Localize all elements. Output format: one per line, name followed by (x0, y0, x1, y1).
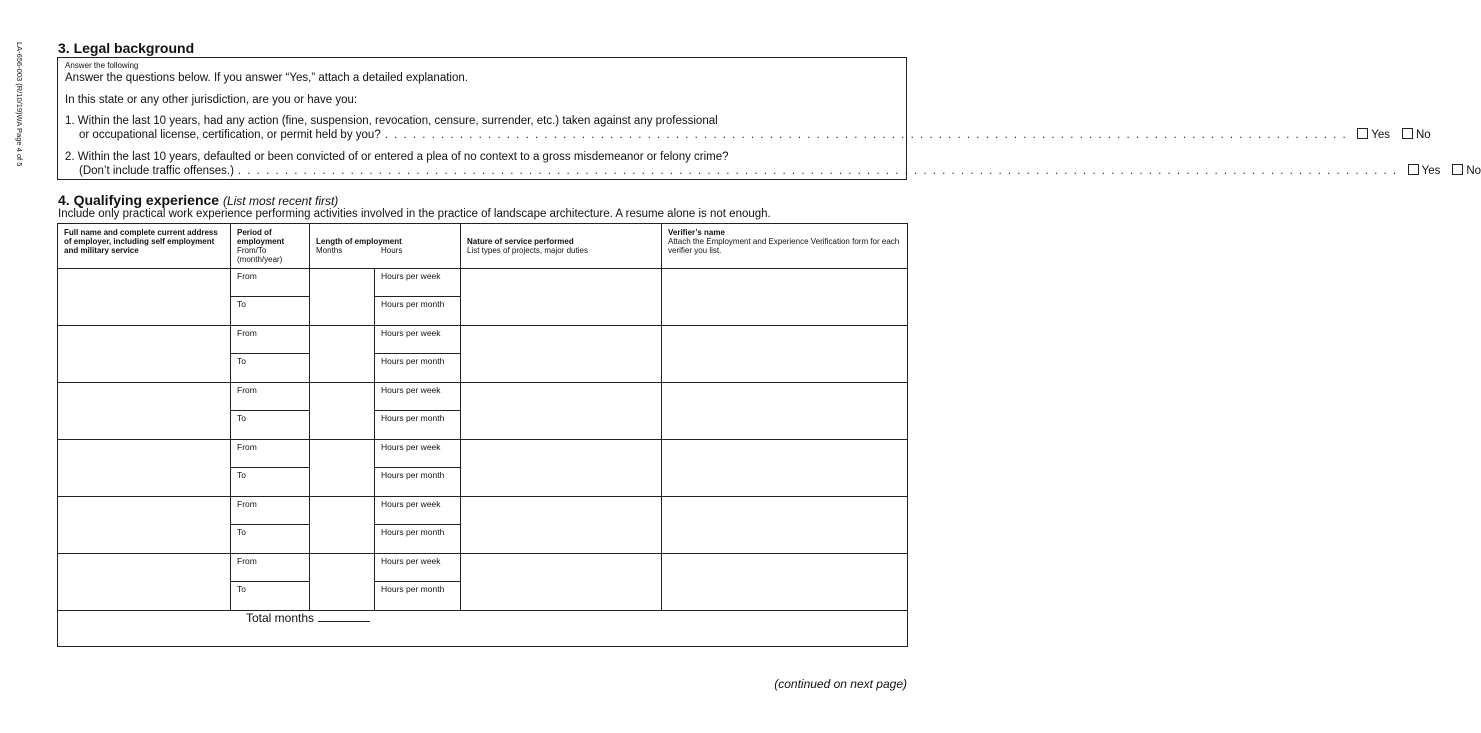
header-employer: Full name and complete current address of employer, including self employment and military service (58, 224, 231, 269)
form-code (14, 42, 26, 182)
section4-title: 4. Qualifying experience (58, 192, 220, 208)
verifier-cell[interactable] (662, 440, 908, 497)
period-cell[interactable] (231, 440, 310, 497)
months-cell[interactable] (310, 383, 375, 440)
prompt: In this state or any other jurisdiction, are you or have you: (65, 94, 358, 106)
question-2-yes-checkbox[interactable] (1408, 164, 1419, 175)
experience-table (57, 223, 908, 647)
table-row (58, 440, 908, 497)
verifier-cell[interactable] (662, 269, 908, 326)
from-field[interactable]: From (231, 269, 309, 297)
employer-cell[interactable] (58, 497, 231, 554)
from-field[interactable]: From (231, 440, 309, 468)
hours-cell[interactable] (375, 554, 461, 611)
table-row (58, 383, 908, 440)
section4-heading (58, 192, 338, 208)
table-row (58, 497, 908, 554)
months-cell[interactable] (310, 554, 375, 611)
period-cell[interactable] (231, 326, 310, 383)
hours-week-field[interactable]: Hours per week (375, 554, 460, 582)
table-row (58, 554, 908, 611)
question-1-yes-label: Yes (1371, 129, 1390, 141)
question-2-no-label: No (1466, 165, 1481, 177)
header-nature: Nature of service performed List types of projects, major duties (461, 224, 662, 269)
legal-background-box (57, 57, 1481, 180)
months-cell[interactable] (310, 326, 375, 383)
section3-title: 3. Legal background (58, 40, 195, 56)
verifier-cell[interactable] (662, 497, 908, 554)
hours-cell[interactable] (375, 269, 461, 326)
total-row (58, 611, 908, 647)
period-cell[interactable] (231, 554, 310, 611)
verifier-cell[interactable] (662, 326, 908, 383)
nature-cell[interactable] (461, 497, 662, 554)
hours-week-field[interactable]: Hours per week (375, 440, 460, 468)
nature-cell[interactable] (461, 440, 662, 497)
question-2-line2: (Don’t include traffic offenses.) (79, 164, 234, 177)
employer-cell[interactable] (58, 440, 231, 497)
question-1-yes-checkbox[interactable] (1357, 128, 1368, 139)
months-cell[interactable] (310, 269, 375, 326)
hours-week-field[interactable]: Hours per week (375, 383, 460, 411)
question-2-no-checkbox[interactable] (1452, 164, 1463, 175)
hours-week-field[interactable]: Hours per week (375, 269, 460, 297)
header-months: Months (316, 246, 343, 255)
employer-cell[interactable] (58, 554, 231, 611)
hours-month-field[interactable]: Hours per month (381, 356, 445, 366)
hours-month-field[interactable]: Hours per month (381, 299, 445, 309)
employer-cell[interactable] (58, 326, 231, 383)
hours-month-field[interactable]: Hours per month (381, 584, 445, 594)
form-code-text: LA-656-003 (R/10/19)WA Page 4 of 5 (15, 42, 24, 167)
section4-subtitle: (List most recent first) (222, 194, 339, 208)
to-field[interactable]: To (237, 470, 246, 480)
hours-month-field[interactable]: Hours per month (381, 527, 445, 537)
question-1-line2: or occupational license, certification, or permit held by you? (79, 128, 381, 141)
answer-label: Answer the following (65, 61, 139, 70)
total-months-field[interactable] (318, 621, 370, 622)
hours-cell[interactable] (375, 326, 461, 383)
question-1-no-label: No (1415, 129, 1431, 141)
months-cell[interactable] (310, 440, 375, 497)
header-hours: Hours (381, 246, 403, 255)
nature-cell[interactable] (461, 326, 662, 383)
hours-cell[interactable] (375, 383, 461, 440)
table-row (58, 269, 908, 326)
hours-month-field[interactable]: Hours per month (381, 470, 445, 480)
nature-cell[interactable] (461, 554, 662, 611)
period-cell[interactable] (231, 269, 310, 326)
period-cell[interactable] (231, 383, 310, 440)
section4-intro: Include only practical work experience performing activities involved in the practice of landscape architecture. A resume alone is not enough. (58, 208, 771, 220)
months-cell[interactable] (310, 497, 375, 554)
header-length: Length of employment Months Hours (310, 224, 461, 269)
table-header-row (58, 224, 908, 269)
leader-dots: . . . . . . . . . . . . . . . . . . . . . . . . . . . . . . . . . . . . . . . . . . . . . . . . . . . . . . . . . . . . . . . . . . . . . . . . . . . . . . . . . . . . . . . . . . . . . . . . . . . . . . . . . . . . . . . . . . . . . . . . . . . . (237, 164, 1398, 177)
to-field[interactable]: To (237, 527, 246, 537)
leader-dots: . . . . . . . . . . . . . . . . . . . . . . . . . . . . . . . . . . . . . . . . . . . . . . . . . . . . . . . . . . . . . . . . . . . . . . . . . . . . . . . . . . . . . . . . . . . . . . . . . . . . . . . (384, 128, 1348, 141)
question-1-line1: 1. Within the last 10 years, had any action (fine, suspension, revocation, censure, surrender, etc.) taken against any professional (65, 115, 718, 127)
hours-week-field[interactable]: Hours per week (375, 326, 460, 354)
continued-note: (continued on next page) (774, 677, 907, 691)
nature-cell[interactable] (461, 269, 662, 326)
header-verifier: Verifier’s name Attach the Employment and Experience Verification form for each verifier you list. (662, 224, 908, 269)
from-field[interactable]: From (231, 497, 309, 525)
to-field[interactable]: To (237, 356, 246, 366)
total-months-label: Total months (246, 611, 315, 625)
period-cell[interactable] (231, 497, 310, 554)
from-field[interactable]: From (231, 383, 309, 411)
from-field[interactable]: From (231, 326, 309, 354)
hours-cell[interactable] (375, 440, 461, 497)
question-2-yes-label: Yes (1421, 165, 1441, 177)
header-period: Period of employment From/To (month/year) (231, 224, 310, 269)
instruction: Answer the questions below. If you answer “Yes,” attach a detailed explanation. (65, 72, 468, 84)
verifier-cell[interactable] (662, 383, 908, 440)
to-field[interactable]: To (237, 299, 246, 309)
employer-cell[interactable] (58, 269, 231, 326)
question-2-line1: 2. Within the last 10 years, defaulted or been convicted of or entered a plea of no context to a gross misdemeanor or felony crime? (65, 151, 729, 163)
question-1-no-checkbox[interactable] (1402, 128, 1413, 139)
employer-cell[interactable] (58, 383, 231, 440)
question-1 (65, 115, 1431, 141)
nature-cell[interactable] (461, 383, 662, 440)
to-field[interactable]: To (237, 584, 246, 594)
hours-week-field[interactable]: Hours per week (375, 497, 460, 525)
table-row (58, 326, 908, 383)
hours-month-field[interactable]: Hours per month (381, 413, 445, 423)
verifier-cell[interactable] (662, 554, 908, 611)
to-field[interactable]: To (237, 413, 246, 423)
question-2 (65, 151, 1481, 177)
from-field[interactable]: From (231, 554, 309, 582)
hours-cell[interactable] (375, 497, 461, 554)
